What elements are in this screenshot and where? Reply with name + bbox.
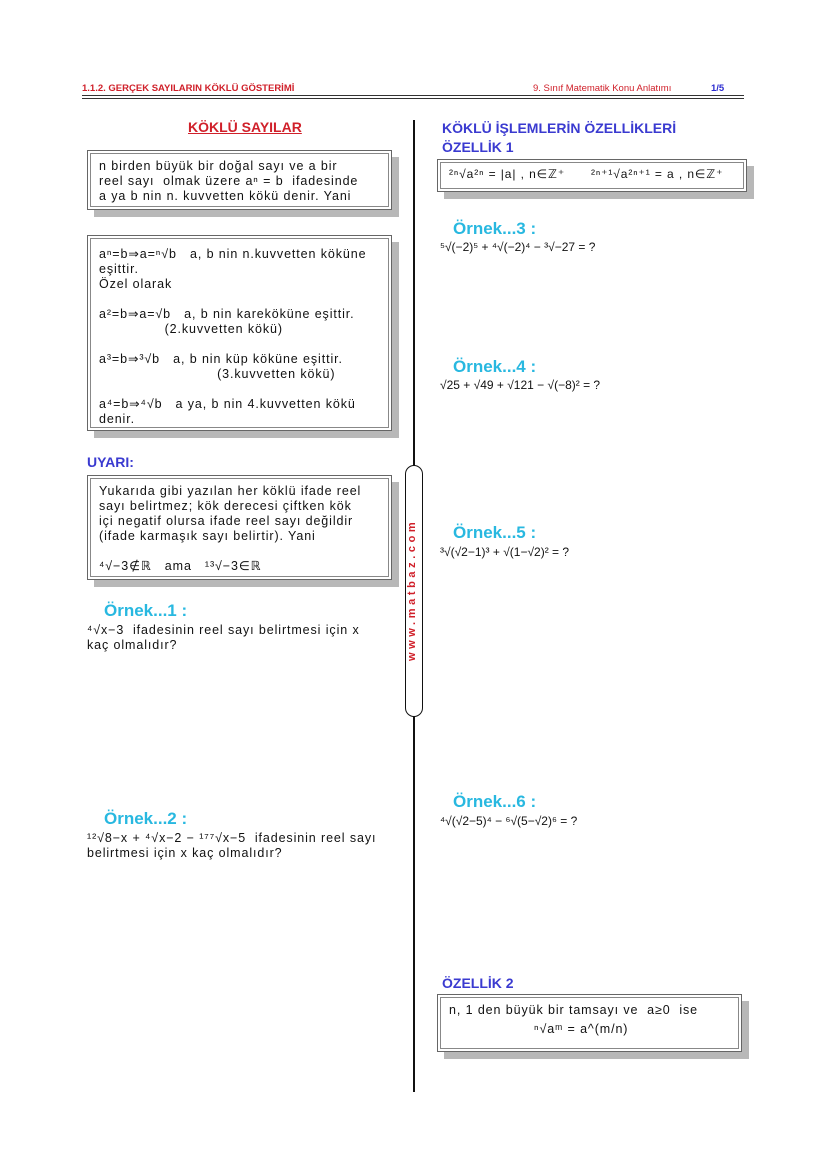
text-line: a³=b⇒³√b a, b nin küp köküne eşittir.	[99, 352, 343, 366]
property-2-box	[437, 994, 742, 1052]
text-line	[99, 382, 380, 397]
example-6-formula: ⁴√(√2−5)⁴ − ⁶√(5−√2)⁶ = ?	[440, 814, 578, 828]
definition-box	[87, 150, 392, 210]
text-line: sayı belirtmez; kök derecesi çiftken kök	[99, 499, 352, 513]
text-line	[99, 292, 380, 307]
property-1-formula-b: ²ⁿ⁺¹√a²ⁿ⁺¹ = a , n∈ℤ⁺	[591, 167, 724, 181]
warning-title: UYARI:	[87, 454, 134, 470]
text-line: a ya b nin n. kuvvetten kökü denir. Yani	[99, 189, 352, 203]
example-5-title: Örnek...5 :	[453, 523, 537, 542]
warning-box	[87, 475, 392, 580]
example-3-formula: ⁵√(−2)⁵ + ⁴√(−2)⁴ − ³√−27 = ?	[440, 240, 596, 254]
property-1-title: ÖZELLİK 1	[442, 139, 514, 155]
text-line: içi negatif olursa ifade reel sayı değildir	[99, 514, 354, 528]
course-header: 9. Sınıf Matematik Konu Anlatımı	[533, 83, 672, 94]
header-rule	[82, 98, 744, 99]
example-2-text	[87, 831, 376, 861]
text-line: Yukarıda gibi yazılan her köklü ifade reel	[99, 484, 362, 498]
text-line: aⁿ=b⇒a=ⁿ√b a, b nin n.kuvvetten köküne	[99, 247, 367, 261]
example-5-formula: ³√(√2−1)³ + √(1−√2)² = ?	[440, 545, 570, 559]
header-rule	[82, 95, 744, 96]
section-title: KÖKLÜ SAYILAR	[188, 119, 302, 135]
text-line: ⁴√−3∉ℝ ama ¹³√−3∈ℝ	[99, 559, 262, 573]
chapter-header: 1.1.2. GERÇEK SAYILARIN KÖKLÜ GÖSTERİMİ	[82, 83, 295, 94]
page-number: 1/5	[711, 83, 725, 94]
text-line: Özel olarak	[99, 277, 173, 291]
text-line: (3.kuvvetten kökü)	[99, 367, 336, 381]
property-1-formula-a: ²ⁿ√a²ⁿ = |a| , n∈ℤ⁺	[449, 167, 566, 181]
example-1-title: Örnek...1 :	[104, 601, 188, 620]
properties-title: KÖKLÜ İŞLEMLERİN ÖZELLİKLERİ	[442, 120, 677, 136]
rules-box	[87, 235, 392, 431]
text-line: n birden büyük bir doğal sayı ve a bir	[99, 159, 338, 173]
text-line: (ifade karmaşık sayı belirtir). Yani	[99, 529, 316, 543]
text-line: ¹²√8−x + ⁴√x−2 − ¹⁷⁷√x−5 ifadesinin reel sayı	[87, 831, 377, 845]
text-line: eşittir.	[99, 262, 139, 276]
text-line	[99, 337, 380, 352]
text-line: ⁴√x−3 ifadesinin reel sayı belirtmesi için x	[87, 623, 360, 637]
text-line: a⁴=b⇒⁴√b a ya, b nin 4.kuvvetten kökü	[99, 397, 356, 411]
example-4-title: Örnek...4 :	[453, 357, 537, 376]
text-line: belirtmesi için x kaç olmalıdır?	[87, 846, 283, 860]
text-line: (2.kuvvetten kökü)	[99, 322, 283, 336]
example-1-text	[87, 623, 360, 653]
text-line: denir.	[99, 412, 135, 426]
text-line: reel sayı olmak üzere aⁿ = b ifadesinde	[99, 174, 359, 188]
property-2-title: ÖZELLİK 2	[442, 975, 514, 991]
formula-line: ⁿ√aᵐ = a^(m/n)	[534, 1022, 629, 1036]
text-line	[99, 544, 380, 559]
example-4-formula: √25 + √49 + √121 − √(−8)² = ?	[440, 378, 601, 392]
property-1-box	[437, 159, 747, 192]
watermark-url: www.matbaz.com	[406, 518, 418, 662]
example-3-title: Örnek...3 :	[453, 219, 537, 238]
text-line: n, 1 den büyük bir tamsayı ve a≥0 ise	[449, 1003, 699, 1017]
example-6-title: Örnek...6 :	[453, 792, 537, 811]
text-line: kaç olmalıdır?	[87, 638, 178, 652]
text-line: a²=b⇒a=√b a, b nin kareköküne eşittir.	[99, 307, 355, 321]
example-2-title: Örnek...2 :	[104, 809, 188, 828]
